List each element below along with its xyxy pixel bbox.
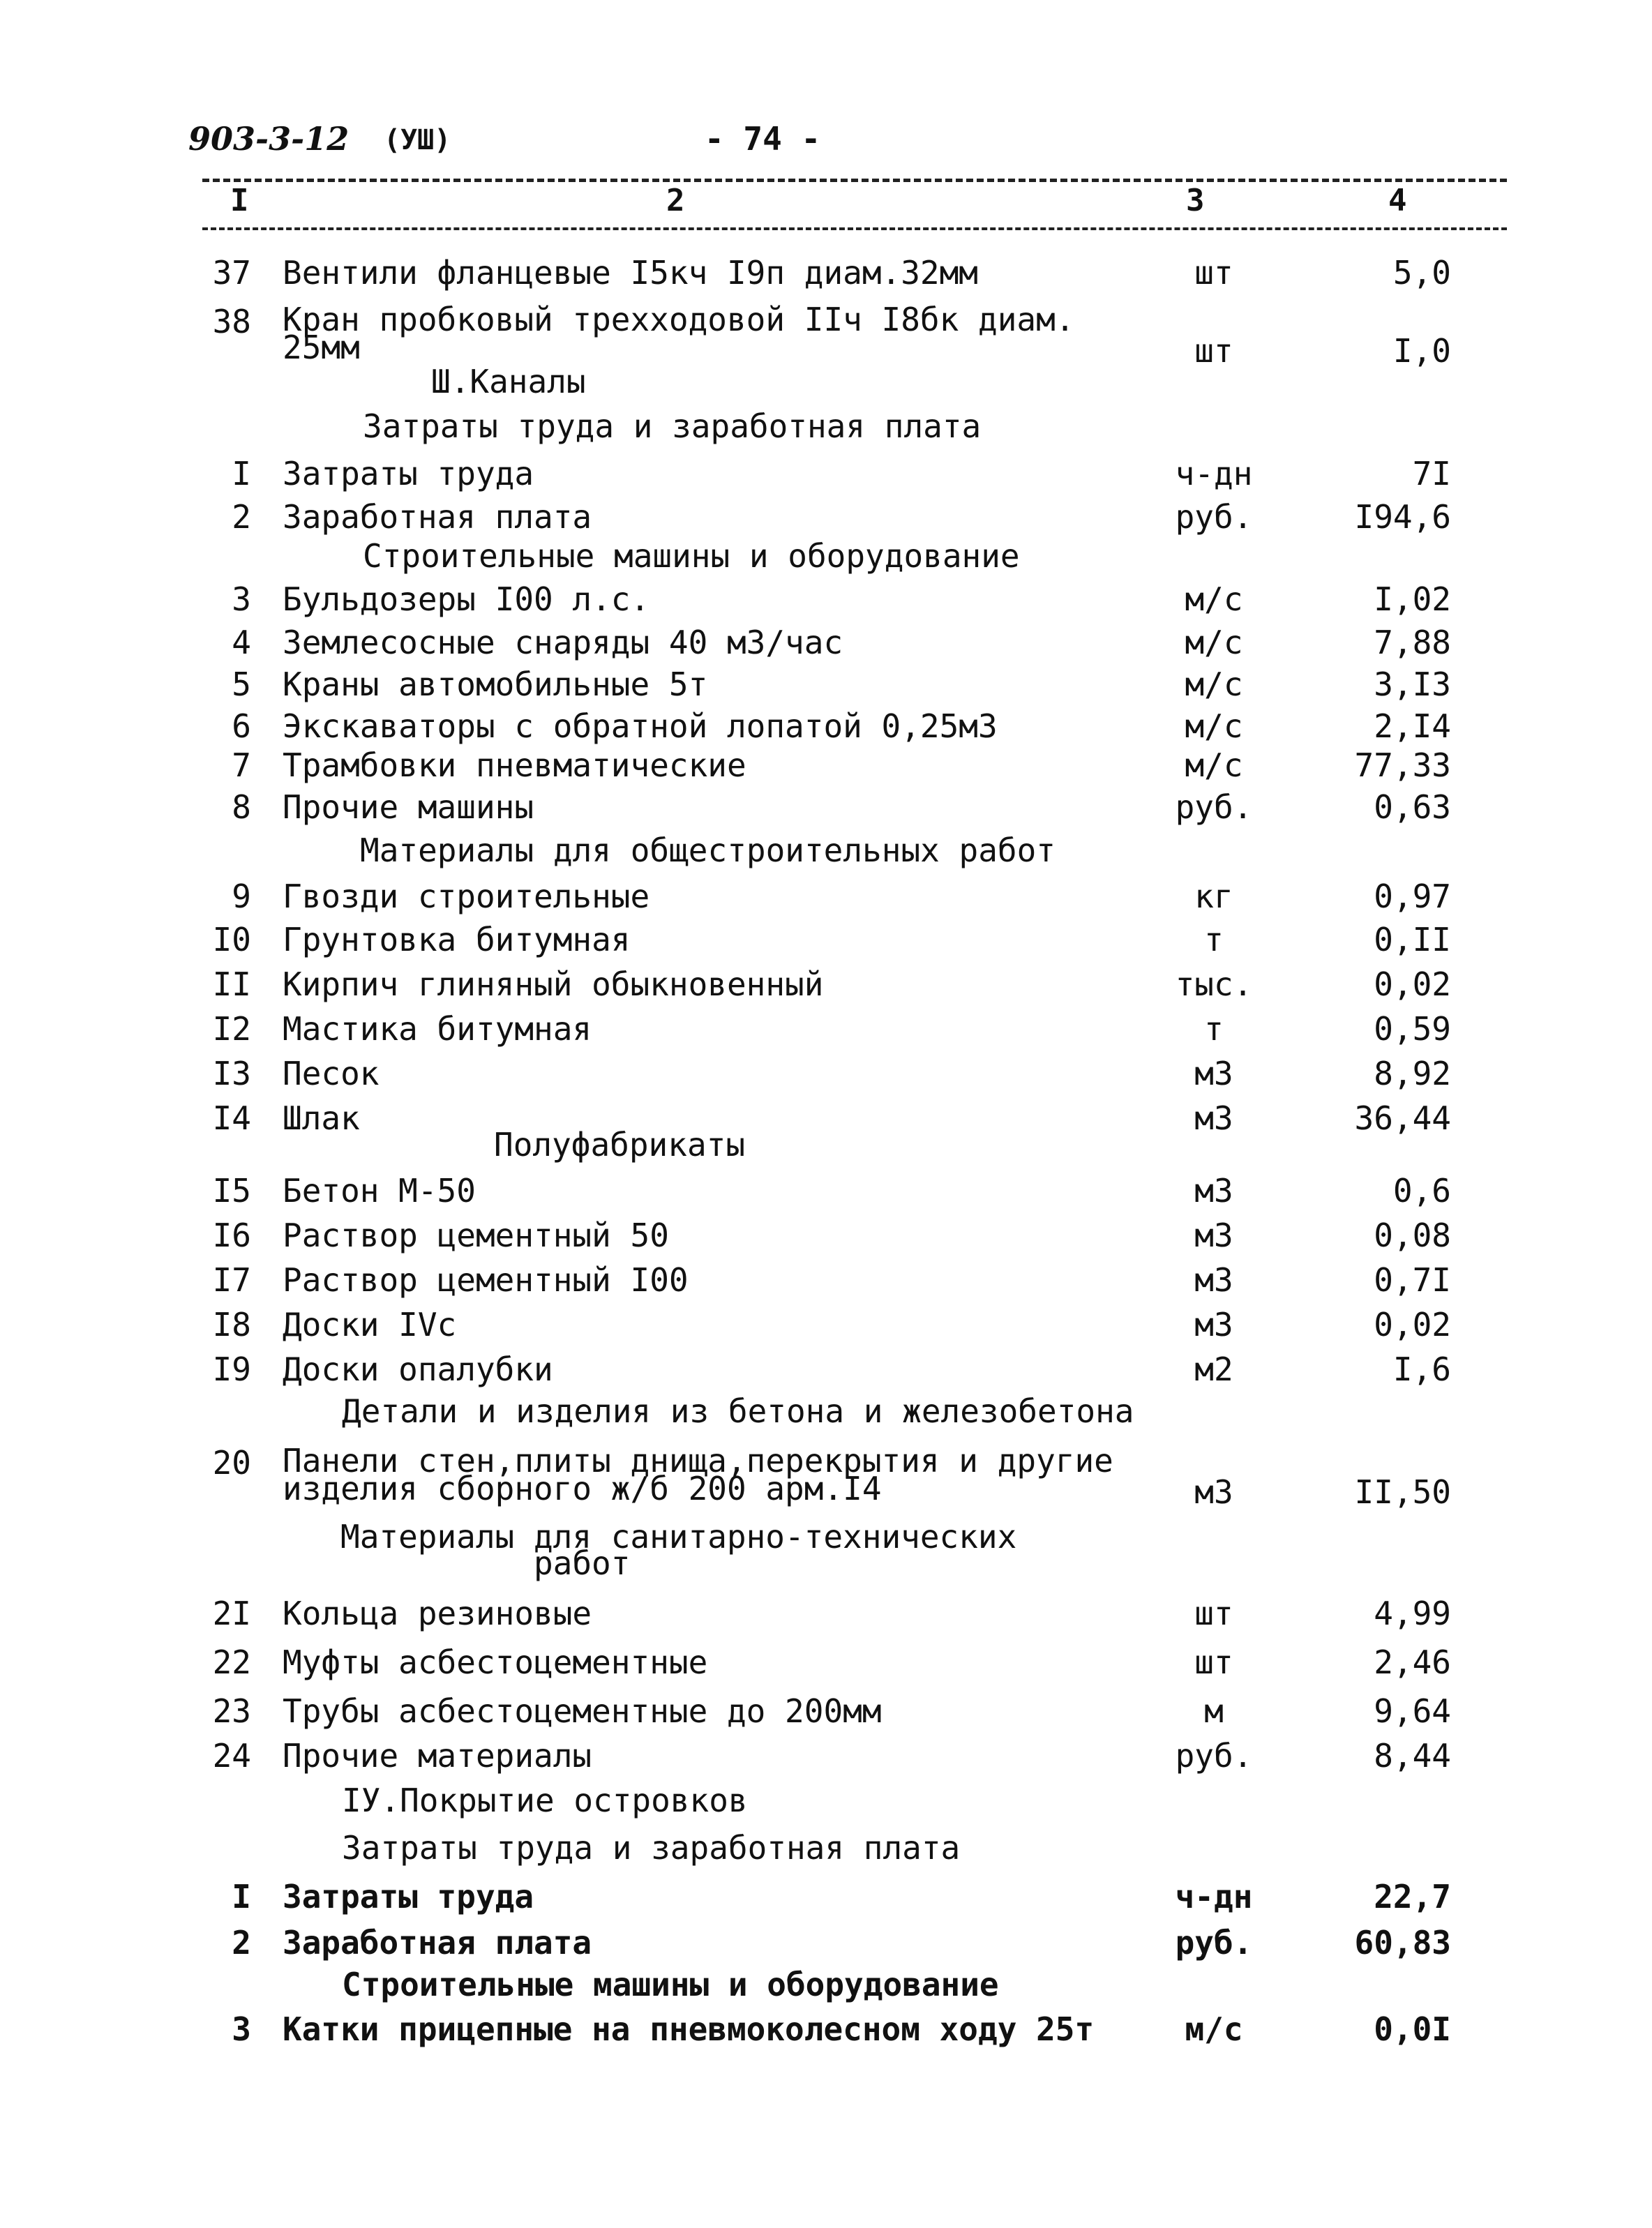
row-unit: м2 — [1194, 1350, 1233, 1388]
table-row — [0, 1057, 1652, 1099]
table-row — [0, 707, 1652, 752]
section-heading: IУ.Покрытие островков — [342, 1782, 748, 1819]
row-name: Гвозди строительные — [283, 878, 650, 915]
table-row — [0, 1878, 1652, 1922]
header-rule-top — [202, 179, 1507, 182]
subsection-heading: Затраты труда и заработная плата — [342, 1829, 961, 1867]
table-row — [0, 965, 1652, 1010]
table-row — [0, 455, 1652, 499]
row-quantity: 0,08 — [1374, 1217, 1451, 1254]
row-number: I4 — [212, 1099, 251, 1137]
table-row — [0, 1643, 1652, 1688]
row-name: Раствор цементный I00 — [283, 1261, 689, 1299]
row-quantity: 7I — [1412, 455, 1451, 492]
table-row — [0, 880, 1652, 922]
row-number: 7 — [232, 746, 251, 784]
row-name: Заработная плата — [283, 498, 592, 536]
row-name: Трамбовки пневматические — [283, 746, 746, 784]
row-number: I0 — [212, 921, 251, 958]
row-name: Шлак — [283, 1099, 360, 1137]
row-number: I6 — [212, 1217, 251, 1254]
table-row — [0, 498, 1652, 543]
row-quantity: 0,02 — [1374, 965, 1451, 1003]
row-unit: т — [1204, 921, 1224, 958]
row-unit: шт — [1194, 332, 1233, 370]
row-quantity: 0,II — [1374, 921, 1451, 958]
table-row — [0, 254, 1652, 299]
table-row — [0, 1261, 1652, 1306]
row-name: Экскаваторы с обратной лопатой 0,25м3 — [283, 707, 998, 745]
row-unit: т — [1204, 1010, 1224, 1048]
row-number: 22 — [212, 1643, 251, 1681]
row-name: Грунтовка битумная — [283, 921, 631, 958]
table-row — [0, 1442, 1652, 1516]
row-unit: м/с — [1185, 665, 1243, 703]
row-unit: руб. — [1175, 788, 1253, 826]
row-quantity: 3,I3 — [1374, 665, 1451, 703]
row-number: 2 — [232, 1924, 251, 1962]
row-unit: м3 — [1194, 1261, 1233, 1299]
row-quantity: I,6 — [1392, 1350, 1451, 1388]
row-name: Кирпич глиняный обыкновенный — [283, 965, 824, 1003]
row-unit: м3 — [1194, 1217, 1233, 1254]
row-quantity: 7,88 — [1374, 624, 1451, 661]
row-number: 38 — [212, 303, 251, 340]
row-quantity: 8,92 — [1374, 1055, 1451, 1092]
row-quantity: 22,7 — [1374, 1878, 1451, 1915]
row-unit: м/с — [1185, 2010, 1243, 2048]
row-quantity: 2,I4 — [1374, 707, 1451, 745]
table-row — [0, 1737, 1652, 1782]
row-unit: м/с — [1185, 707, 1243, 745]
row-name: Вентили фланцевые I5кч I9п диам.32мм — [283, 254, 978, 292]
table-row — [0, 580, 1652, 625]
row-unit: м3 — [1194, 1099, 1233, 1137]
table-row — [0, 1306, 1652, 1350]
row-quantity: 8,44 — [1374, 1737, 1451, 1775]
row-name: Кольца резиновые — [283, 1595, 592, 1632]
subsection-heading: Материалы для санитарно-технических работ — [340, 1518, 1017, 1582]
row-name: Заработная плата — [283, 1924, 592, 1962]
row-unit: м/с — [1185, 746, 1243, 784]
row-unit: м — [1204, 1692, 1224, 1730]
row-unit: м3 — [1194, 1473, 1233, 1511]
row-unit: м3 — [1194, 1172, 1233, 1210]
row-unit: руб. — [1175, 498, 1253, 536]
row-name: Прочие материалы — [283, 1737, 592, 1775]
table-row — [0, 1597, 1652, 1639]
row-unit: м/с — [1185, 580, 1243, 618]
page-number: - 74 - — [705, 120, 821, 158]
table-row — [0, 788, 1652, 833]
row-quantity: 5,0 — [1392, 254, 1451, 292]
table-row — [0, 1924, 1652, 1969]
row-quantity: 0,7I — [1374, 1261, 1451, 1299]
row-number: 24 — [212, 1737, 251, 1775]
row-number: 3 — [232, 2010, 251, 2048]
row-unit: тыс. — [1175, 965, 1253, 1003]
row-number: I — [232, 1878, 251, 1915]
row-number: 4 — [232, 624, 251, 661]
row-number: 2 — [232, 498, 251, 536]
subsection-heading: Полуфабрикаты — [494, 1126, 746, 1164]
row-quantity: II,50 — [1354, 1473, 1451, 1511]
row-quantity: 77,33 — [1354, 746, 1451, 784]
row-quantity: 60,83 — [1354, 1924, 1451, 1962]
column-number-3: 3 — [1186, 183, 1205, 218]
row-quantity: 36,44 — [1354, 1099, 1451, 1137]
row-unit: м3 — [1194, 1055, 1233, 1092]
row-quantity: 0,63 — [1374, 788, 1451, 826]
row-number: I8 — [212, 1306, 251, 1343]
row-number: 2I — [212, 1595, 251, 1632]
row-name: Песок — [283, 1055, 380, 1092]
subsection-heading: Строительные машины и оборудование — [363, 537, 1020, 575]
row-name: Катки прицепные на пневмоколесном ходу 25т — [283, 2010, 1095, 2048]
row-unit: руб. — [1175, 1924, 1253, 1962]
row-unit: руб. — [1175, 1737, 1253, 1775]
table-row — [0, 1010, 1652, 1055]
row-name: Трубы асбестоцементные до 200мм — [283, 1692, 882, 1730]
row-unit: м3 — [1194, 1306, 1233, 1343]
row-number: 6 — [232, 707, 251, 745]
column-number-2: 2 — [666, 183, 685, 218]
row-number: I5 — [212, 1172, 251, 1210]
row-unit: кг — [1194, 878, 1233, 915]
subsection-heading: Строительные машины и оборудование — [342, 1966, 999, 2003]
subsection-heading: Детали и изделия из бетона и железобетона — [342, 1392, 1134, 1430]
row-quantity: 0,97 — [1374, 878, 1451, 915]
row-unit: шт — [1194, 254, 1233, 292]
table-row — [0, 1099, 1652, 1144]
subsection-heading: Затраты труда и заработная плата — [363, 407, 982, 445]
row-number: 23 — [212, 1692, 251, 1730]
row-number: I7 — [212, 1261, 251, 1299]
row-name: Бетон М-50 — [283, 1172, 476, 1210]
row-number: 20 — [212, 1444, 251, 1482]
table-row — [0, 1219, 1652, 1261]
row-number: II — [212, 965, 251, 1003]
document-code: 903-3-12 — [188, 120, 350, 158]
row-unit: м/с — [1185, 624, 1243, 661]
row-name: Раствор цементный 50 — [283, 1217, 669, 1254]
row-quantity: 0,0I — [1374, 2010, 1451, 2048]
row-unit: ч-дн — [1175, 1878, 1253, 1915]
row-quantity: 0,6 — [1392, 1172, 1451, 1210]
row-number: 9 — [232, 878, 251, 915]
row-quantity: 9,64 — [1374, 1692, 1451, 1730]
row-number: 5 — [232, 665, 251, 703]
row-number: I9 — [212, 1350, 251, 1388]
table-row — [0, 1350, 1652, 1395]
row-name: Краны автомобильные 5т — [283, 665, 708, 703]
row-name: Доски опалубки — [283, 1350, 553, 1388]
row-quantity: 2,46 — [1374, 1643, 1451, 1681]
row-quantity: 0,59 — [1374, 1010, 1451, 1048]
row-unit: шт — [1194, 1643, 1233, 1681]
row-quantity: I,02 — [1374, 580, 1451, 618]
table-row — [0, 1172, 1652, 1217]
table-row — [0, 301, 1652, 370]
row-unit: шт — [1194, 1595, 1233, 1632]
row-quantity: I94,6 — [1354, 498, 1451, 536]
row-unit: ч-дн — [1175, 455, 1253, 492]
row-name: Затраты труда — [283, 455, 534, 492]
table-row — [0, 626, 1652, 668]
row-name: Бульдозеры I00 л.с. — [283, 580, 650, 618]
column-number-4: 4 — [1388, 183, 1407, 218]
row-name: Прочие машины — [283, 788, 534, 826]
row-number: 8 — [232, 788, 251, 826]
row-name: Кран пробковый трехходовой IIч I8бк диам. 25мм — [283, 301, 1075, 366]
row-name: Доски IVс — [283, 1306, 457, 1343]
row-number: I2 — [212, 1010, 251, 1048]
row-number: I3 — [212, 1055, 251, 1092]
row-number: I — [232, 455, 251, 492]
row-name: Мастика битумная — [283, 1010, 592, 1048]
row-quantity: 4,99 — [1374, 1595, 1451, 1632]
row-number: 37 — [212, 254, 251, 292]
row-number: 3 — [232, 580, 251, 618]
row-name: Затраты труда — [283, 1878, 534, 1915]
column-number-1: I — [230, 183, 249, 218]
document-subcode: (УШ) — [384, 124, 451, 156]
table-row — [0, 665, 1652, 710]
row-quantity: I,0 — [1392, 332, 1451, 370]
row-name: Землесосные снаряды 40 м3/час — [283, 624, 843, 661]
section-heading: Ш.Каналы — [431, 363, 586, 400]
row-name: Муфты асбестоцементные — [283, 1643, 708, 1681]
subsection-heading: Материалы для общестроительных работ — [360, 831, 1056, 869]
header-rule-bottom — [202, 227, 1507, 230]
table-row — [0, 746, 1652, 791]
table-row — [0, 921, 1652, 965]
table-row — [0, 2010, 1652, 2055]
row-name: Панели стен,плиты днища,перекрытия и другие изделия сборного ж/б 200 арм.I4 — [283, 1442, 1113, 1507]
table-row — [0, 1692, 1652, 1737]
row-quantity: 0,02 — [1374, 1306, 1451, 1343]
